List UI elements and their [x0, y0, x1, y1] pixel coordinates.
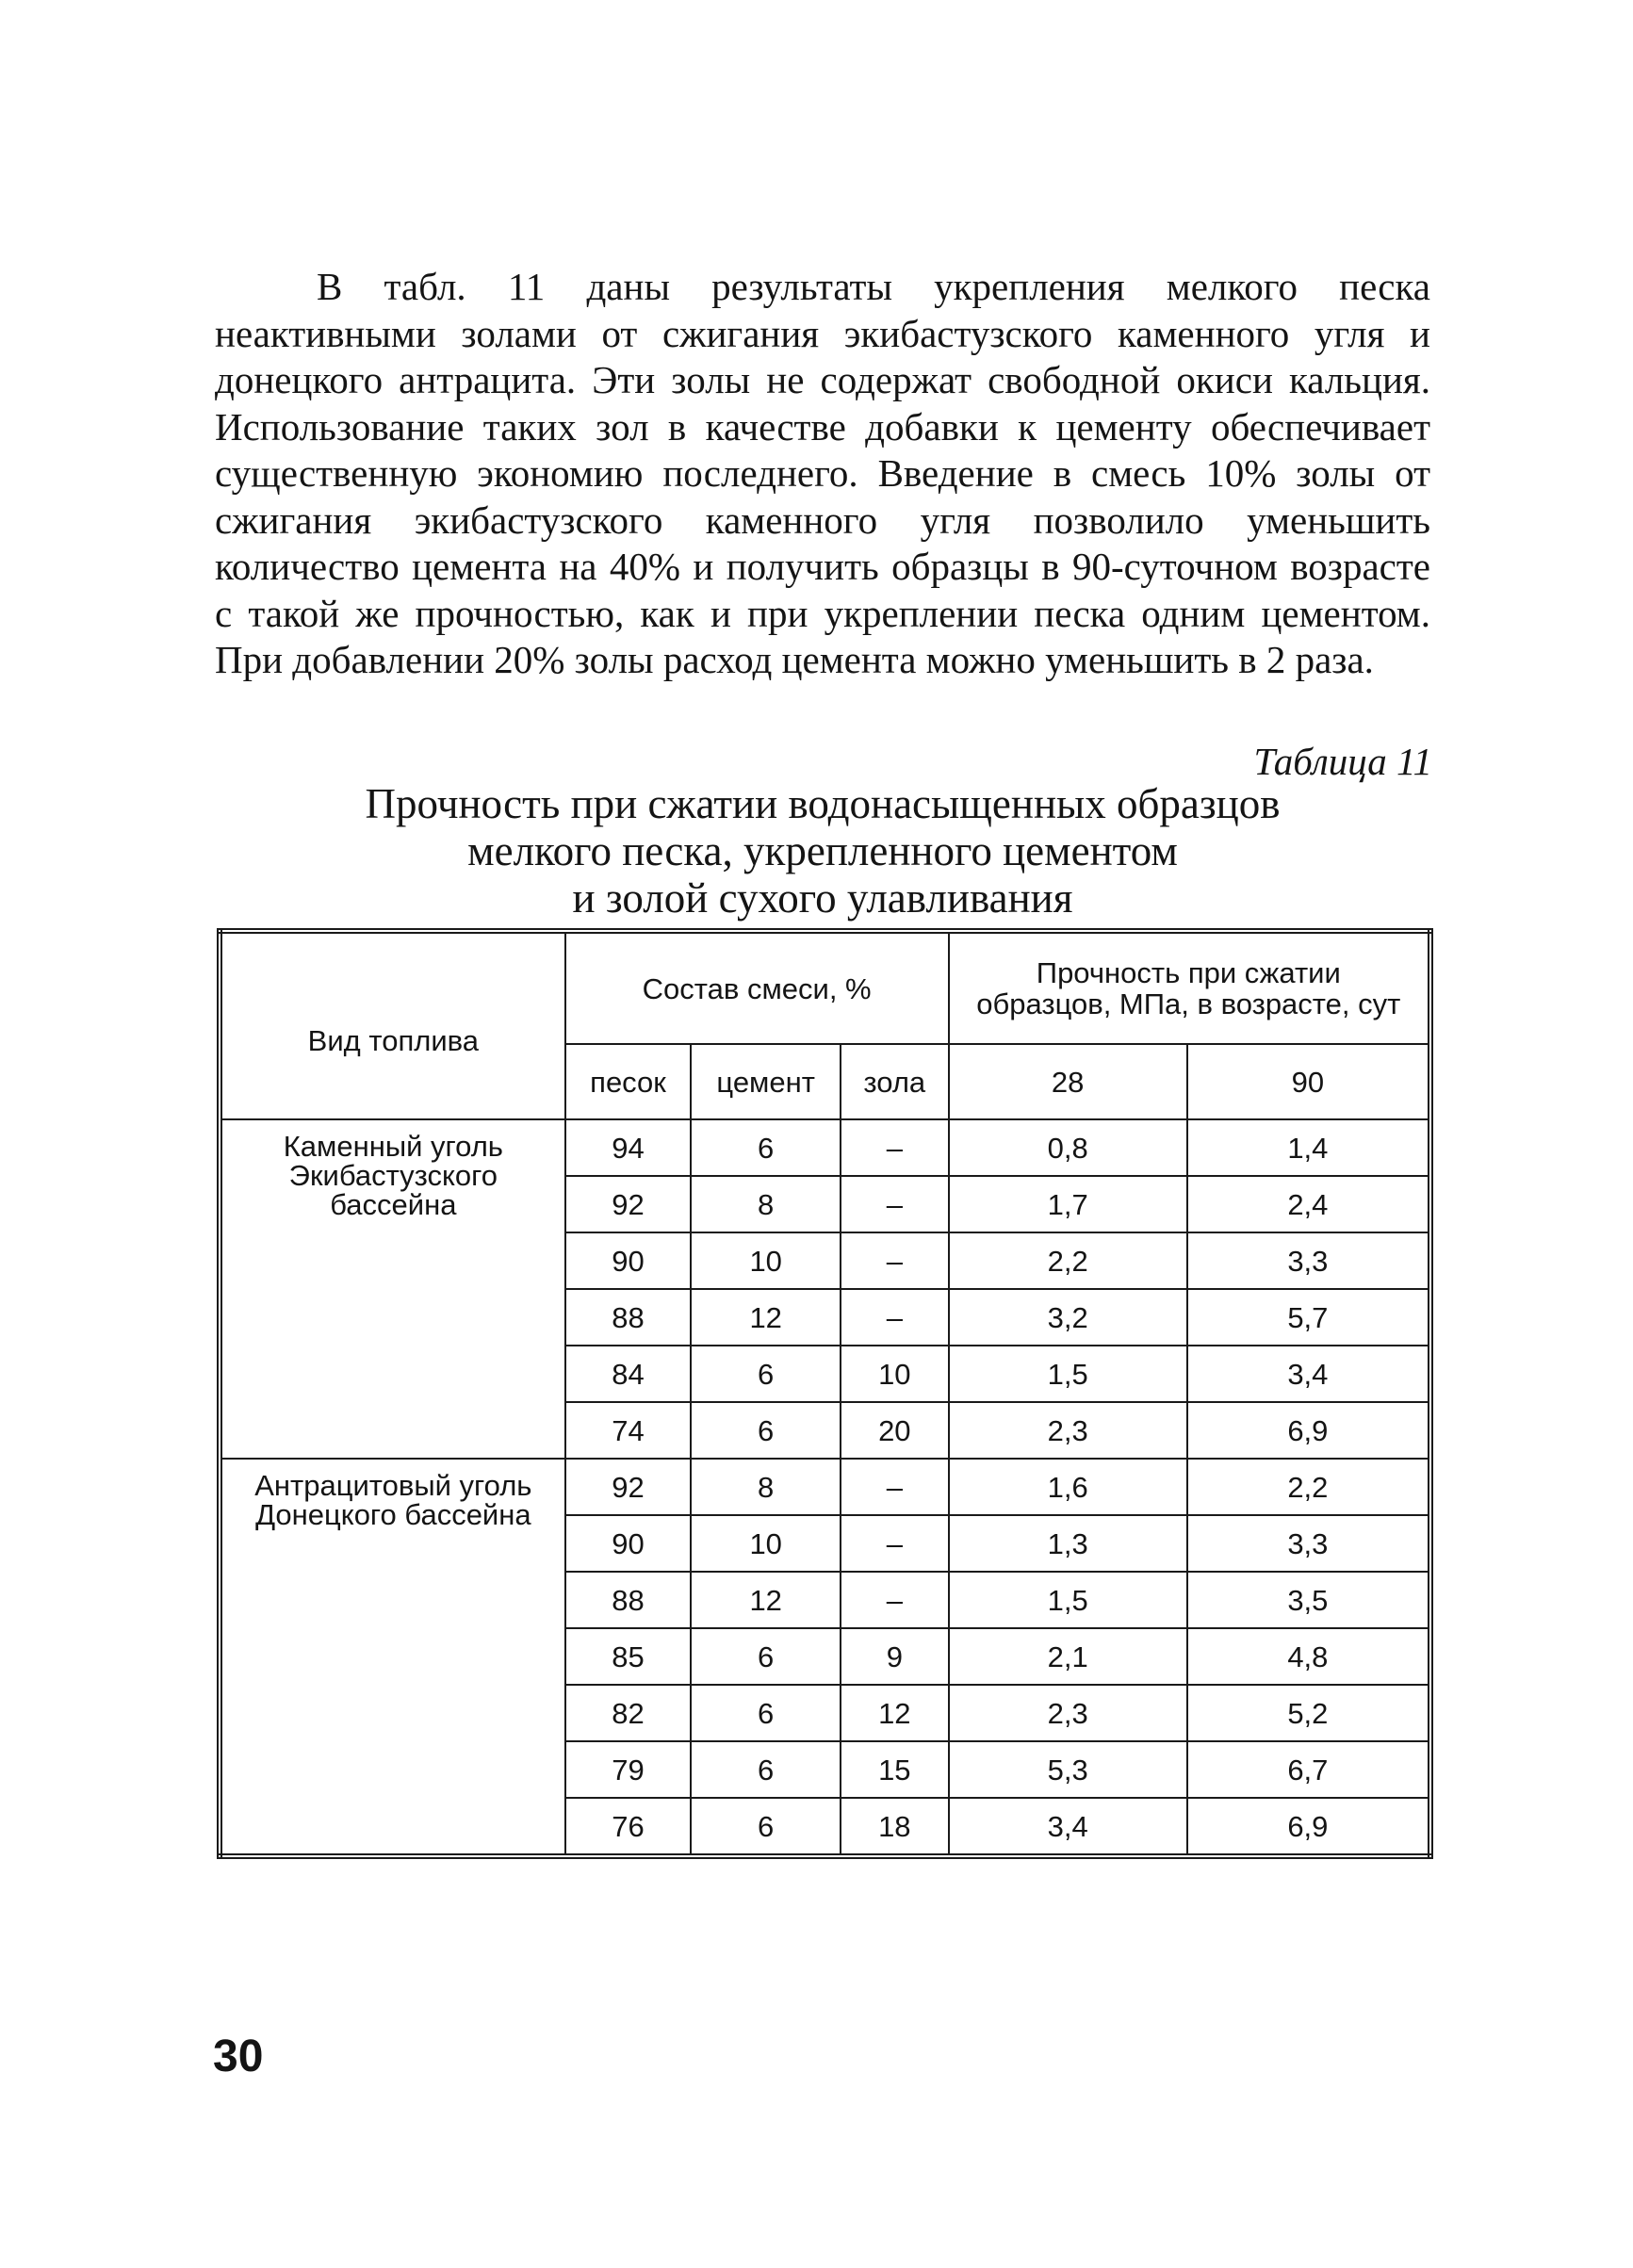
strength-28-cell: 5,3	[949, 1741, 1187, 1798]
strength-28-cell: 1,3	[949, 1515, 1187, 1572]
body-paragraph: В табл. 11 даны результаты укрепления мелкого песка неактивными золами от сжигания экибастузского каменного угля и донецкого антрацита. Эти золы не содержат свободной окиси кальция. Использование таких зол в качестве добавки к цементу обеспечивает существенную экономию последнего. Введение в смесь 10% золы от сжигания экибастузского каменного угля позволило уменьшить количество цемента на 40% и получить образцы в 90-суточном возрасте с такой же прочностью, как и при укреплении песка одним цементом. При добавлении 20% золы расход цемента можно уменьшить в 2 раза.	[215, 265, 1430, 681]
header-mix-composition: Состав смеси, %	[565, 931, 949, 1044]
sand-cell: 88	[565, 1289, 692, 1346]
table-row	[220, 1459, 1430, 1515]
header-sand: песок	[565, 1044, 692, 1119]
strength-28-cell: 0,8	[949, 1119, 1187, 1176]
strength-28-cell: 2,3	[949, 1402, 1187, 1459]
ash-cell: 15	[841, 1741, 949, 1798]
ash-cell: –	[841, 1176, 949, 1232]
cement-cell: 12	[691, 1572, 841, 1628]
cement-cell: 8	[691, 1459, 841, 1515]
strength-90-cell: 4,8	[1187, 1628, 1430, 1685]
strength-28-cell: 3,4	[949, 1798, 1187, 1856]
cement-cell: 6	[691, 1741, 841, 1798]
header-cement: цемент	[691, 1044, 841, 1119]
strength-90-cell: 5,2	[1187, 1685, 1430, 1741]
strength-90-cell: 3,3	[1187, 1515, 1430, 1572]
strength-28-cell: 1,7	[949, 1176, 1187, 1232]
sand-cell: 92	[565, 1459, 692, 1515]
ash-cell: 18	[841, 1798, 949, 1856]
sand-cell: 79	[565, 1741, 692, 1798]
sand-cell: 90	[565, 1515, 692, 1572]
fuel-type-cell: Каменный уголь Экибастузского бассейна	[220, 1119, 565, 1459]
ash-cell: 10	[841, 1346, 949, 1402]
ash-cell: –	[841, 1515, 949, 1572]
header-age-28: 28	[949, 1044, 1187, 1119]
strength-28-cell: 3,2	[949, 1289, 1187, 1346]
table-title-line: и золой сухого улавливания	[572, 874, 1073, 922]
sand-cell: 76	[565, 1798, 692, 1856]
strength-28-cell: 2,3	[949, 1685, 1187, 1741]
table-title-line: Прочность при сжатии водонасыщенных образцов	[365, 780, 1281, 827]
cement-cell: 10	[691, 1232, 841, 1289]
cement-cell: 8	[691, 1176, 841, 1232]
ash-cell: 9	[841, 1628, 949, 1685]
strength-90-cell: 6,9	[1187, 1402, 1430, 1459]
strength-90-cell: 1,4	[1187, 1119, 1430, 1176]
strength-28-cell: 2,1	[949, 1628, 1187, 1685]
page-number: 30	[213, 2031, 264, 2081]
strength-90-cell: 6,9	[1187, 1798, 1430, 1856]
strength-90-cell: 3,3	[1187, 1232, 1430, 1289]
strength-table	[217, 928, 1433, 1859]
sand-cell: 82	[565, 1685, 692, 1741]
ash-cell: 12	[841, 1685, 949, 1741]
cement-cell: 6	[691, 1119, 841, 1176]
sand-cell: 88	[565, 1572, 692, 1628]
strength-28-cell: 1,5	[949, 1572, 1187, 1628]
strength-90-cell: 2,2	[1187, 1459, 1430, 1515]
cement-cell: 6	[691, 1685, 841, 1741]
strength-90-cell: 3,5	[1187, 1572, 1430, 1628]
table-label: Таблица 11	[1253, 740, 1432, 783]
cement-cell: 6	[691, 1798, 841, 1856]
sand-cell: 90	[565, 1232, 692, 1289]
sand-cell: 84	[565, 1346, 692, 1402]
strength-28-cell: 1,6	[949, 1459, 1187, 1515]
cement-cell: 12	[691, 1289, 841, 1346]
cement-cell: 6	[691, 1346, 841, 1402]
ash-cell: –	[841, 1572, 949, 1628]
cement-cell: 10	[691, 1515, 841, 1572]
table-title	[215, 780, 1430, 922]
header-ash: зола	[841, 1044, 949, 1119]
cement-cell: 6	[691, 1628, 841, 1685]
sand-cell: 94	[565, 1119, 692, 1176]
fuel-type-cell: Антрацитовый уголь Донецкого бассейна	[220, 1459, 565, 1856]
strength-28-cell: 1,5	[949, 1346, 1187, 1402]
ash-cell: –	[841, 1232, 949, 1289]
table-title-line: мелкого песка, укрепленного цементом	[467, 827, 1178, 874]
strength-90-cell: 2,4	[1187, 1176, 1430, 1232]
ash-cell: –	[841, 1289, 949, 1346]
sand-cell: 85	[565, 1628, 692, 1685]
ash-cell: 20	[841, 1402, 949, 1459]
table-row	[220, 1119, 1430, 1176]
ash-cell: –	[841, 1119, 949, 1176]
sand-cell: 74	[565, 1402, 692, 1459]
header-fuel-type: Вид топлива	[220, 931, 565, 1119]
strength-28-cell: 2,2	[949, 1232, 1187, 1289]
ash-cell: –	[841, 1459, 949, 1515]
sand-cell: 92	[565, 1176, 692, 1232]
cement-cell: 6	[691, 1402, 841, 1459]
header-compressive-strength: Прочность при сжатии образцов, МПа, в возрасте, сут	[949, 931, 1430, 1044]
strength-90-cell: 5,7	[1187, 1289, 1430, 1346]
strength-90-cell: 6,7	[1187, 1741, 1430, 1798]
strength-90-cell: 3,4	[1187, 1346, 1430, 1402]
header-age-90: 90	[1187, 1044, 1430, 1119]
